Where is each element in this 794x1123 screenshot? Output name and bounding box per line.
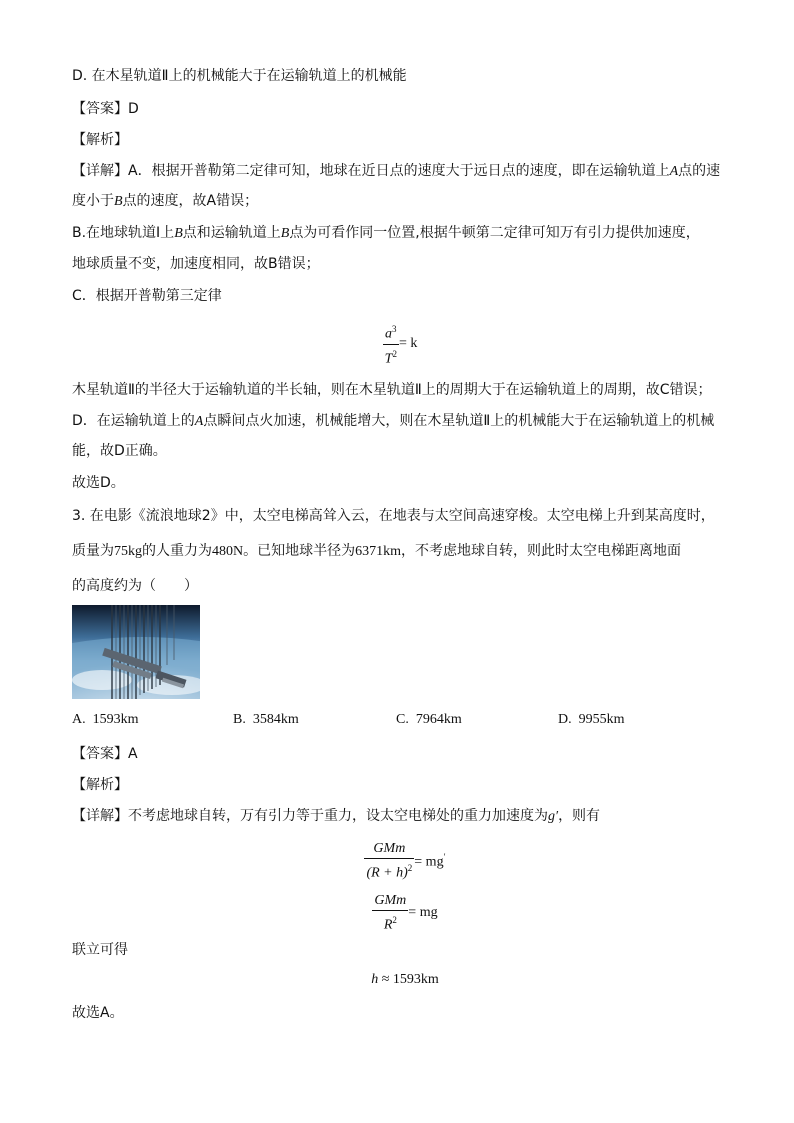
question-3-line-1: 3. 在电影《流浪地球2》中，太空电梯高耸入云，在地表与太空间高速穿梭。太空电梯上升到某高度时，: [72, 508, 715, 524]
g-prime: g′: [548, 809, 559, 824]
text: 的人重力为: [142, 543, 212, 559]
option-value: 1593km: [92, 712, 139, 727]
eq-rhs: ≈ 1593km: [381, 972, 439, 987]
answer-label-1: 【答案】D: [72, 101, 139, 117]
mass-value: 75kg: [114, 544, 142, 559]
eq-rhs: = mg: [408, 905, 438, 921]
analysis-label-2: 【解析】: [72, 777, 128, 793]
text: 点为可看作同一位置,根据牛顿第二定律可知万有引力提供加速度，: [289, 225, 700, 241]
text: 点瞬间点火加速，机械能增大，则在木星轨道Ⅱ上的机械能大于在运输轨道上的机械: [203, 413, 715, 429]
text: ，不考虑地球自转，则此时太空电梯距离地面: [401, 543, 682, 559]
choose-line-2: 故选A。: [72, 1005, 124, 1021]
eq-text: T: [384, 351, 393, 367]
eq-text: GMm: [372, 892, 408, 911]
detail-b-line-2: 地球质量不变，加速度相同，故B错误；: [72, 256, 320, 272]
fraction: [383, 320, 399, 368]
detail-c-line-1: C．根据开普勒第三定律: [72, 288, 222, 304]
eq-text: (R + h): [366, 865, 408, 881]
radius-value: 6371km: [355, 544, 402, 559]
combine-line: 联立可得: [72, 942, 128, 958]
eq-text: GMm: [364, 840, 414, 859]
question-3-line-3: 的高度约为（ ）: [72, 578, 198, 594]
text: B.在地球轨道Ⅰ上: [72, 225, 175, 241]
option-d-previous: D. 在木星轨道Ⅱ上的机械能大于在运输轨道上的机械能: [72, 68, 407, 84]
text: ，则有: [558, 808, 601, 824]
detail-a-line-1: [72, 161, 720, 182]
point-b: B: [174, 226, 183, 241]
fraction: [364, 840, 414, 883]
eq-sup: 3: [392, 324, 397, 334]
option-label: D.: [558, 712, 572, 727]
point-b: B: [280, 226, 290, 241]
equation-result: [340, 972, 470, 988]
detail-2-line-1: [72, 806, 600, 827]
text: 点的速度，故A错误；: [122, 193, 259, 209]
option-b[interactable]: [233, 712, 299, 728]
point-b: B: [114, 194, 123, 209]
detail-b-line-1: [72, 223, 700, 244]
point-a: A: [669, 164, 679, 179]
eq-rhs: [414, 852, 445, 871]
eq-rhs: = k: [398, 336, 418, 352]
equation-gravity-surface: [350, 892, 460, 935]
text: D．在运输轨道上的: [72, 413, 195, 429]
text: 。已知地球半径为: [243, 543, 356, 559]
eq-text: a: [385, 326, 393, 342]
option-d[interactable]: [558, 712, 625, 728]
option-value: 7964km: [415, 712, 462, 727]
answer-label-2: 【答案】A: [72, 746, 138, 762]
detail-a-line-2: [72, 191, 258, 212]
detail-d-line-1: [72, 411, 714, 432]
text: 质量为: [72, 543, 114, 559]
equation-kepler-third: [360, 320, 440, 368]
point-a: A: [194, 414, 204, 429]
detail-d-line-2: 能，故D正确。: [72, 443, 167, 459]
eq-text: h: [371, 972, 379, 988]
option-label: A.: [72, 712, 86, 727]
eq-sup: ′: [443, 852, 446, 862]
eq-text: R: [383, 917, 393, 933]
text: 【详解】A．根据开普勒第二定律可知，地球在近日点的速度大于远日点的速度，即在运输轨道上: [72, 163, 670, 179]
text: 度小于: [72, 193, 114, 209]
eq-text: = mg: [414, 854, 444, 870]
weight-value: 480N: [212, 544, 244, 559]
detail-c-line-2: 木星轨道Ⅱ的半径大于运输轨道的半长轴，则在木星轨道Ⅱ上的周期大于在运输轨道上的周期，故C错误；: [72, 382, 712, 398]
option-a[interactable]: [72, 712, 139, 728]
answer-options: [72, 712, 692, 732]
text: 点和运输轨道上: [182, 225, 281, 241]
option-value: 3584km: [252, 712, 299, 727]
fraction: [372, 892, 408, 935]
option-label: B.: [233, 712, 246, 727]
eq-sup: 2: [392, 348, 397, 359]
option-value: 9955km: [578, 712, 625, 727]
choose-line-1: 故选D。: [72, 475, 125, 491]
question-3-line-2: [72, 541, 681, 562]
equation-gravity-height: [340, 840, 470, 883]
text: 【详解】不考虑地球自转，万有引力等于重力，设太空电梯处的重力加速度为: [72, 808, 548, 824]
space-elevator-illustration: [72, 605, 200, 699]
option-c[interactable]: [396, 712, 462, 728]
space-elevator-image: [72, 605, 200, 699]
eq-sup: 2: [392, 915, 397, 925]
option-label: C.: [396, 712, 409, 727]
analysis-label-1: 【解析】: [72, 132, 128, 148]
eq-sup: 2: [407, 863, 413, 873]
text: 点的速: [678, 163, 721, 179]
